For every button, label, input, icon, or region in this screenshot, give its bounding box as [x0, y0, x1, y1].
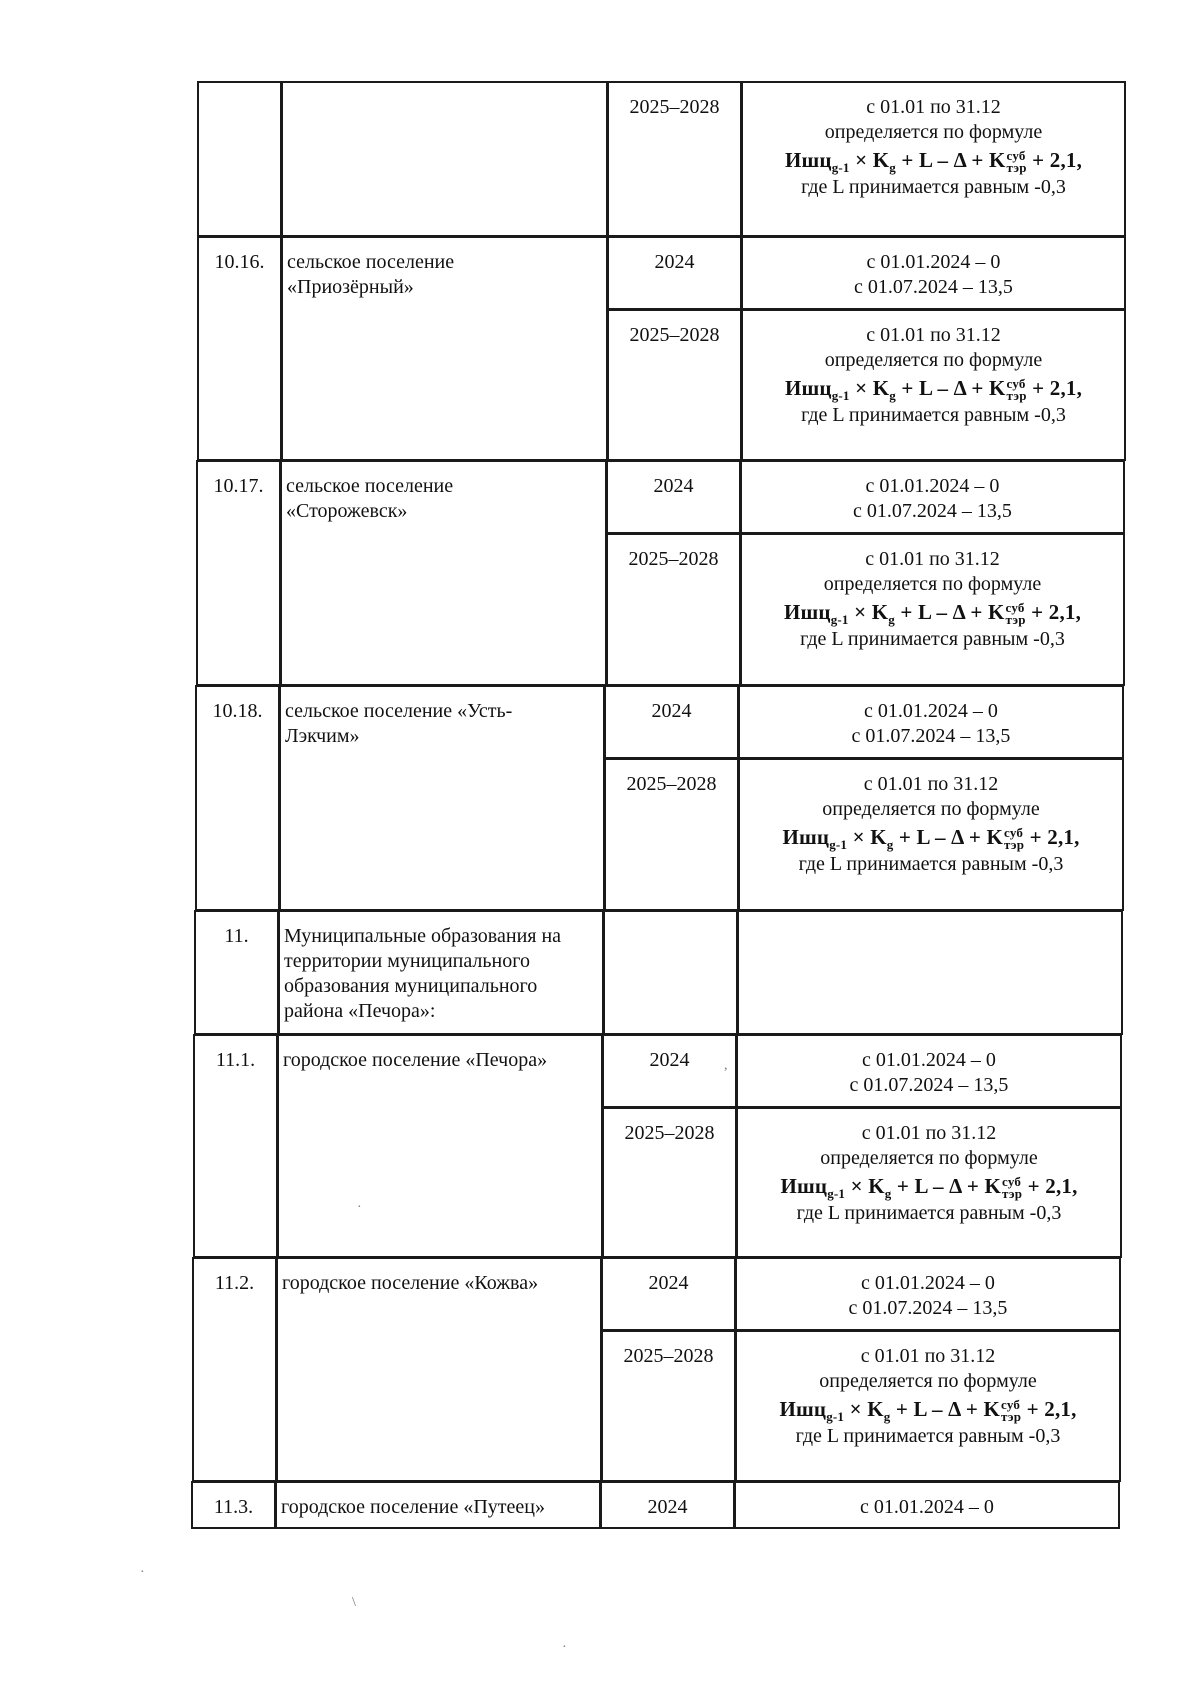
year-text: 2024	[654, 251, 695, 273]
scan-speck: ·	[562, 1640, 567, 1655]
year-cell	[601, 1257, 736, 1331]
value-line: с 01.07.2024 – 13,5	[848, 1297, 1008, 1319]
value-line: определяется по формуле	[823, 573, 1042, 595]
value-line: определяется по формуле	[820, 1147, 1038, 1169]
row-number: 11.3.	[213, 1496, 254, 1518]
value-line: с 01.01.2024 – 0	[865, 475, 1000, 497]
row-number-cell	[192, 1257, 277, 1482]
value-line: определяется по формуле	[822, 798, 1040, 820]
value-cell	[735, 1330, 1121, 1482]
formula: $Ишц_{g-1} \times K_g + L - \Delta + K$ суб тэр + 2,1,	[780, 1174, 1078, 1202]
year-cell	[607, 236, 742, 310]
value-line: с 01.01 по 31.12	[860, 1345, 996, 1367]
year-text: 2024	[651, 700, 692, 722]
year-cell	[604, 758, 739, 911]
row-name-cell	[275, 1481, 601, 1529]
year-cell	[606, 460, 741, 534]
value-line: с 01.07.2024 – 13,5	[849, 1074, 1009, 1096]
value-line: с 01.07.2024 – 13,5	[853, 500, 1012, 522]
year-text: 2024	[647, 1496, 688, 1518]
row-number-cell	[191, 1481, 276, 1529]
row-name-line: Муниципальные образования на	[284, 925, 562, 947]
row-number-cell	[193, 1034, 278, 1258]
row-number: 11.	[224, 925, 249, 947]
year-text: 2024	[649, 1049, 690, 1071]
value-line: где L принимается равным -0,3	[800, 628, 1065, 650]
value-line: с 01.01.2024 – 0	[866, 251, 1001, 273]
row-name-cell	[280, 460, 607, 686]
value-line: с 01.01 по 31.12	[863, 773, 999, 795]
value-line: с 01.01.2024 – 0	[862, 1049, 996, 1071]
row-name-line: территории муниципального	[284, 950, 530, 972]
value-line: где L принимается равным -0,3	[796, 1202, 1062, 1224]
row-number: 10.16.	[214, 251, 265, 273]
year-cell	[604, 685, 739, 759]
year-cell	[607, 81, 742, 237]
year-cell	[606, 533, 741, 686]
value-cell	[741, 309, 1126, 461]
row-number: 10.18.	[212, 700, 263, 722]
value-cell	[737, 910, 1123, 1035]
formula: $Ишц_{g-1} \times K_g + L - \Delta + K$ суб тэр + 2,1,	[782, 825, 1080, 853]
value-cell	[736, 1107, 1122, 1258]
row-name-cell	[281, 236, 608, 461]
value-cell	[741, 236, 1126, 310]
value-line: определяется по формуле	[819, 1370, 1037, 1392]
row-number: 10.17.	[213, 475, 264, 497]
value-line: с 01.01.2024 – 0	[860, 1496, 994, 1518]
year-cell	[601, 1330, 736, 1482]
value-cell	[738, 685, 1124, 759]
value-cell	[734, 1481, 1120, 1529]
row-number: 11.1.	[215, 1049, 256, 1071]
row-name-line: сельское поселение	[287, 251, 455, 273]
row-name-cell	[276, 1257, 602, 1482]
value-line: с 01.01 по 31.12	[866, 96, 1001, 118]
value-line: где L принимается равным -0,3	[798, 853, 1064, 875]
row-name-line: сельское поселение «Усть-	[285, 700, 513, 722]
row-name-line: района «Печора»:	[284, 1000, 436, 1022]
value-cell	[735, 1257, 1121, 1331]
row-name-line: городское поселение «Кожва»	[282, 1272, 539, 1294]
row-name-cell	[281, 81, 608, 237]
year-text: 2025–2028	[629, 324, 720, 346]
row-number-cell	[194, 910, 279, 1035]
row-name-line: Лэкчим»	[285, 725, 360, 747]
year-text: 2025–2028	[624, 1122, 715, 1144]
row-name-line: городское поселение «Путеец»	[281, 1496, 545, 1518]
year-cell	[603, 910, 738, 1035]
row-name-line: «Приозёрный»	[287, 276, 414, 298]
value-line: с 01.01 по 31.12	[866, 324, 1001, 346]
value-line: с 01.07.2024 – 13,5	[851, 725, 1011, 747]
value-line: с 01.01.2024 – 0	[861, 1272, 995, 1294]
value-cell	[740, 460, 1125, 534]
scan-speck: ·	[357, 1200, 362, 1215]
value-line: определяется по формуле	[824, 349, 1043, 371]
row-name-cell	[278, 910, 604, 1035]
value-cell	[738, 758, 1124, 911]
row-number-cell	[197, 236, 282, 461]
row-name-cell	[279, 685, 605, 911]
year-cell	[600, 1481, 735, 1529]
value-line: где L принимается равным -0,3	[801, 176, 1066, 198]
year-text: 2025–2028	[629, 96, 720, 118]
year-cell	[602, 1034, 737, 1108]
row-name-line: сельское поселение	[286, 475, 454, 497]
value-line: с 01.01.2024 – 0	[864, 700, 998, 722]
value-line: где L принимается равным -0,3	[795, 1425, 1061, 1447]
formula: $Ишц_{g-1} \times K_g + L - \Delta + K$ суб тэр + 2,1,	[784, 376, 1083, 404]
row-name-line: образования муниципального	[284, 975, 538, 997]
scan-speck: ,	[724, 1058, 728, 1073]
year-text: 2025–2028	[626, 773, 717, 795]
scan-speck: \	[352, 1595, 356, 1610]
value-line: с 01.01 по 31.12	[861, 1122, 997, 1144]
year-cell	[607, 309, 742, 461]
value-line: где L принимается равным -0,3	[801, 404, 1066, 426]
year-text: 2024	[653, 475, 694, 497]
year-text: 2025–2028	[623, 1345, 714, 1367]
row-number-cell	[197, 81, 282, 237]
year-text: 2024	[648, 1272, 689, 1294]
row-number-cell	[196, 460, 281, 686]
formula: $Ишц_{g-1} \times K_g + L - \Delta + K$ суб тэр + 2,1,	[783, 600, 1082, 628]
year-text: 2025–2028	[628, 548, 719, 570]
row-number-cell	[195, 685, 280, 911]
row-name-cell	[277, 1034, 603, 1258]
row-name-line: «Сторожевск»	[286, 500, 408, 522]
row-name-line: городское поселение «Печора»	[283, 1049, 548, 1071]
value-line: определяется по формуле	[824, 121, 1043, 143]
value-cell	[736, 1034, 1122, 1108]
formula: $Ишц_{g-1} \times K_g + L - \Delta + K$ суб тэр + 2,1,	[779, 1397, 1077, 1425]
scan-speck: ·	[140, 1565, 145, 1580]
value-line: с 01.07.2024 – 13,5	[854, 276, 1013, 298]
value-cell	[741, 81, 1126, 237]
row-number: 11.2.	[214, 1272, 255, 1294]
year-cell	[602, 1107, 737, 1258]
value-line: с 01.01 по 31.12	[865, 548, 1000, 570]
value-cell	[740, 533, 1125, 686]
formula: $Ишц_{g-1} \times K_g + L - \Delta + K$ суб тэр + 2,1,	[784, 148, 1083, 176]
